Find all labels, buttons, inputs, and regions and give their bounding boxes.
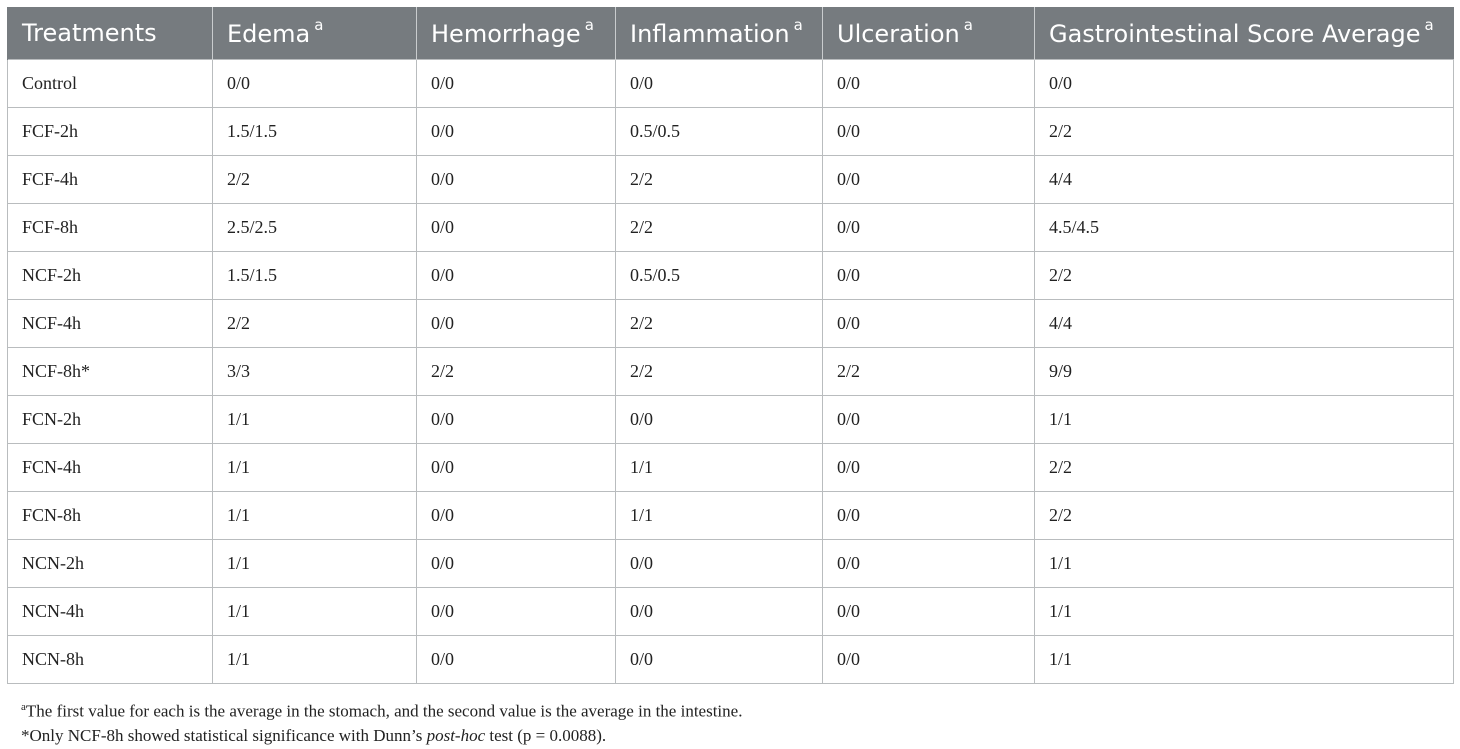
cell-treatment: FCN-2h: [8, 396, 213, 444]
cell-inflammation: 0.5/0.5: [616, 108, 823, 156]
cell-ulceration: 0/0: [823, 396, 1035, 444]
table-row: [8, 156, 1454, 204]
table-body: [8, 60, 1454, 684]
table-row: [8, 588, 1454, 636]
cell-edema: 2.5/2.5: [213, 204, 417, 252]
cell-treatment: NCN-8h: [8, 636, 213, 684]
cell-hemorrhage: 0/0: [417, 492, 616, 540]
cell-ulceration: 0/0: [823, 108, 1035, 156]
table-row: [8, 252, 1454, 300]
cell-inflammation: 0/0: [616, 396, 823, 444]
cell-treatment: NCF-8h*: [8, 348, 213, 396]
cell-ulceration: 0/0: [823, 492, 1035, 540]
cell-treatment: FCN-4h: [8, 444, 213, 492]
cell-ulceration: 0/0: [823, 156, 1035, 204]
footnotes: [21, 695, 742, 748]
cell-gi-score-average: 9/9: [1035, 348, 1454, 396]
cell-hemorrhage: 0/0: [417, 396, 616, 444]
footnote-star: *Only NCF-8h showed statistical significance with Dunn’s post-hoc test (p = 0.0088).: [21, 725, 607, 745]
cell-ulceration: 0/0: [823, 540, 1035, 588]
table-row: [8, 108, 1454, 156]
footnote-a: $^a$The first value for each is the average in the stomach, and the second value is the average in the intestine.: [21, 701, 743, 721]
header-ulceration: Ulceration $^a$: [823, 7, 1035, 60]
cell-edema: 2/2: [213, 156, 417, 204]
cell-hemorrhage: 2/2: [417, 348, 616, 396]
cell-inflammation: 2/2: [616, 204, 823, 252]
cell-treatment: NCF-2h: [8, 252, 213, 300]
cell-hemorrhage: 0/0: [417, 588, 616, 636]
cell-hemorrhage: 0/0: [417, 156, 616, 204]
cell-hemorrhage: 0/0: [417, 108, 616, 156]
table-row: [8, 348, 1454, 396]
cell-edema: 1/1: [213, 540, 417, 588]
table-row: [8, 204, 1454, 252]
scores-table: [7, 7, 1454, 684]
header-row: [8, 7, 1454, 60]
cell-gi-score-average: 2/2: [1035, 492, 1454, 540]
cell-gi-score-average: 4/4: [1035, 156, 1454, 204]
table-row: [8, 444, 1454, 492]
cell-hemorrhage: 0/0: [417, 540, 616, 588]
cell-inflammation: 2/2: [616, 348, 823, 396]
cell-gi-score-average: 2/2: [1035, 444, 1454, 492]
cell-hemorrhage: 0/0: [417, 300, 616, 348]
cell-inflammation: 1/1: [616, 492, 823, 540]
header-edema: Edema $^a$: [213, 7, 417, 60]
cell-treatment: NCN-2h: [8, 540, 213, 588]
cell-ulceration: 0/0: [823, 60, 1035, 108]
cell-hemorrhage: 0/0: [417, 204, 616, 252]
cell-inflammation: 0.5/0.5: [616, 252, 823, 300]
cell-gi-score-average: 2/2: [1035, 252, 1454, 300]
cell-treatment: NCF-4h: [8, 300, 213, 348]
cell-gi-score-average: 1/1: [1035, 636, 1454, 684]
header-treatments: Treatments: [8, 7, 213, 60]
cell-inflammation: 0/0: [616, 588, 823, 636]
header-hemorrhage: Hemorrhage $^a$: [417, 7, 616, 60]
cell-gi-score-average: 2/2: [1035, 108, 1454, 156]
cell-inflammation: 1/1: [616, 444, 823, 492]
cell-treatment: NCN-4h: [8, 588, 213, 636]
table-row: [8, 300, 1454, 348]
cell-hemorrhage: 0/0: [417, 636, 616, 684]
cell-edema: 1/1: [213, 492, 417, 540]
cell-ulceration: 0/0: [823, 588, 1035, 636]
cell-edema: 3/3: [213, 348, 417, 396]
table-row: [8, 492, 1454, 540]
cell-edema: 1/1: [213, 636, 417, 684]
table-row: [8, 396, 1454, 444]
cell-edema: 1/1: [213, 444, 417, 492]
cell-gi-score-average: 1/1: [1035, 588, 1454, 636]
cell-edema: 1.5/1.5: [213, 252, 417, 300]
cell-ulceration: 0/0: [823, 636, 1035, 684]
cell-treatment: FCF-4h: [8, 156, 213, 204]
cell-inflammation: 0/0: [616, 60, 823, 108]
cell-edema: 1/1: [213, 396, 417, 444]
table-container: [7, 7, 1453, 684]
header-inflammation: Inflammation $^a$: [616, 7, 823, 60]
cell-edema: 1/1: [213, 588, 417, 636]
cell-ulceration: 0/0: [823, 252, 1035, 300]
cell-inflammation: 2/2: [616, 300, 823, 348]
cell-inflammation: 2/2: [616, 156, 823, 204]
cell-edema: 0/0: [213, 60, 417, 108]
table-row: [8, 636, 1454, 684]
table-row: [8, 60, 1454, 108]
cell-gi-score-average: 4.5/4.5: [1035, 204, 1454, 252]
cell-treatment: FCF-8h: [8, 204, 213, 252]
cell-gi-score-average: 4/4: [1035, 300, 1454, 348]
cell-treatment: Control: [8, 60, 213, 108]
cell-gi-score-average: 1/1: [1035, 540, 1454, 588]
cell-ulceration: 0/0: [823, 444, 1035, 492]
cell-ulceration: 0/0: [823, 300, 1035, 348]
table-row: [8, 540, 1454, 588]
cell-gi-score-average: 0/0: [1035, 60, 1454, 108]
cell-inflammation: 0/0: [616, 540, 823, 588]
cell-treatment: FCF-2h: [8, 108, 213, 156]
cell-edema: 1.5/1.5: [213, 108, 417, 156]
cell-edema: 2/2: [213, 300, 417, 348]
cell-ulceration: 2/2: [823, 348, 1035, 396]
cell-hemorrhage: 0/0: [417, 60, 616, 108]
cell-hemorrhage: 0/0: [417, 252, 616, 300]
cell-treatment: FCN-8h: [8, 492, 213, 540]
cell-gi-score-average: 1/1: [1035, 396, 1454, 444]
cell-ulceration: 0/0: [823, 204, 1035, 252]
header-gi-score-average: Gastrointestinal Score Average $^a$: [1035, 7, 1454, 60]
cell-hemorrhage: 0/0: [417, 444, 616, 492]
cell-inflammation: 0/0: [616, 636, 823, 684]
